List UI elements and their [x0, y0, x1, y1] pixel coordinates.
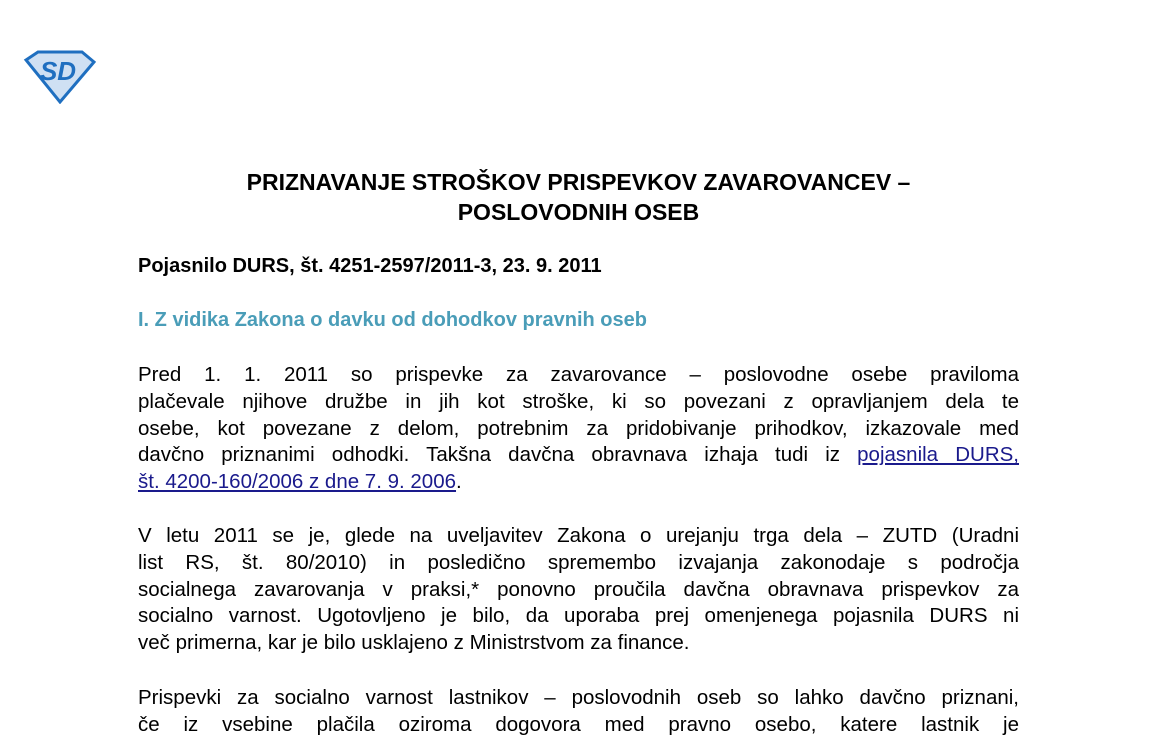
text-line: [138, 442, 1019, 469]
text-line: osebe, kot povezane z delom, potrebnim za pridobivanje prihodkov, izkazovale med: [138, 416, 1019, 440]
text-line: več primerna, kar je bilo usklajeno z Ministrstvom za finance.: [138, 631, 690, 655]
text-span: .: [456, 470, 462, 494]
durs-explanation-link[interactable]: pojasnila DURS,: [857, 443, 1019, 467]
text-line: Pred 1. 1. 2011 so prispevke za zavarovance – poslovodne osebe praviloma: [138, 363, 1019, 386]
text-line: socialno varnost. Ugotovljeno je bilo, da uporaba prej omenjenega pojasnila DURS ni: [138, 604, 1019, 628]
document-title: [0, 167, 1157, 227]
paragraph-2: [138, 523, 1019, 657]
title-line: PRIZNAVANJE STROŠKOV PRISPEVKOV ZAVAROVANCEV –: [246, 169, 911, 195]
document-subtitle: Pojasnilo DURS, št. 4251-2597/2011-3, 23. 9. 2011: [138, 255, 602, 277]
durs-explanation-link-cont[interactable]: št. 4200-160/2006 z dne 7. 9. 2006: [138, 470, 457, 494]
section-heading: I. Z vidika Zakona o davku od dohodkov pravnih oseb: [138, 309, 647, 331]
text-span: davčno priznanimi odhodki. Takšna davčna obravnava izhaja tudi iz: [138, 443, 840, 467]
text-line: V letu 2011 se je, glede na uveljavitev Zakona o urejanju trga dela – ZUTD (Uradni: [138, 524, 1019, 547]
logo-icon: [22, 50, 96, 104]
text-line: Prispevki za socialno varnost lastnikov – poslovodnih oseb so lahko davčno priznani,: [138, 686, 1019, 709]
paragraph-3: [138, 685, 1019, 739]
text-line: če iz vsebine plačila oziroma dogovora med pravno osebo, katere lastnik je: [138, 712, 1019, 736]
text-line: list RS, št. 80/2010) in posledično spremembo izvajanja zakonodaje s področja: [138, 550, 1019, 574]
title-line: POSLOVODNIH OSEB: [457, 199, 700, 225]
text-line: [138, 469, 1019, 496]
svg-text:SD: SD: [39, 56, 77, 86]
paragraph-1: [138, 362, 1019, 496]
text-line: socialnega zavarovanja v praksi,* ponovno proučila davčna obravnava prispevkov za: [138, 577, 1019, 601]
text-line: plačevale njihove družbe in jih kot stroške, ki so povezani z opravljanjem dela te: [138, 389, 1019, 413]
